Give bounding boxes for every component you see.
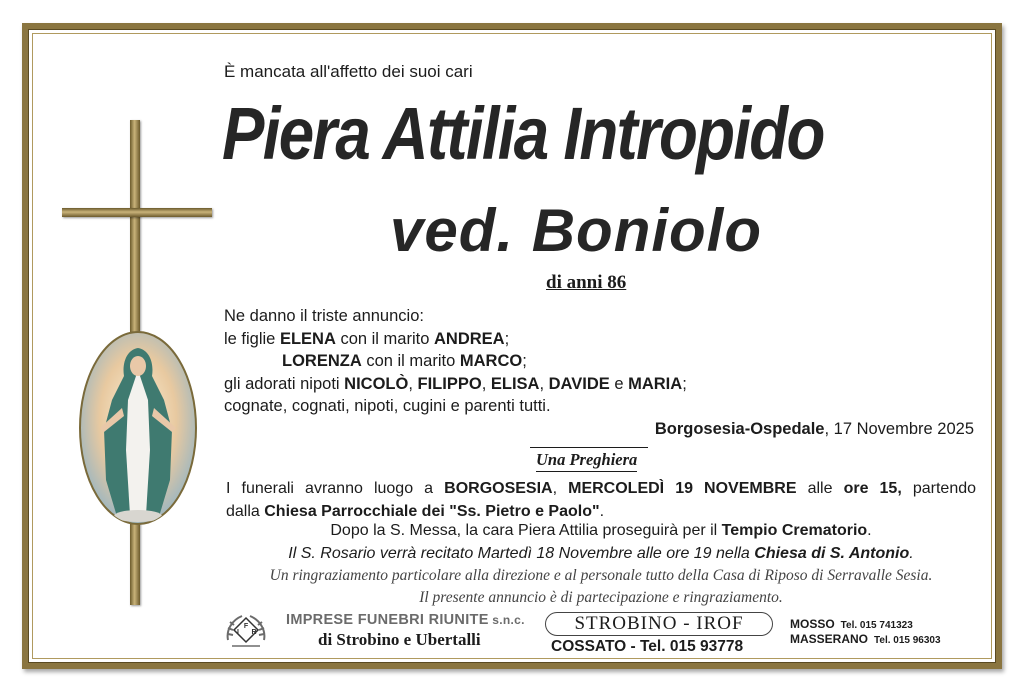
family-line: cognate, cognati, nipoti, cugini e parenti tutti. bbox=[224, 397, 551, 415]
family-announcement bbox=[224, 305, 687, 418]
funeral-line: dalla Chiesa Parrocchiale dei "Ss. Pietro e Paolo". bbox=[226, 503, 605, 520]
cross-bar bbox=[62, 208, 212, 217]
svg-text:R: R bbox=[251, 629, 257, 636]
company-name: IMPRESE FUNEBRI RIUNITE s.n.c. bbox=[286, 612, 525, 628]
thanks-text: Un ringraziamento particolare alla direzione e al personale tutto della Casa di Riposo di Serravalle Sesia. bbox=[269, 567, 933, 584]
family-line: LORENZA con il marito MARCO; bbox=[282, 352, 527, 370]
madonna-image bbox=[78, 330, 198, 526]
participation-text: Il presente annuncio è di partecipazione e ringraziamento. bbox=[419, 589, 783, 606]
funeral-line: I funerali avranno luogo a BORGOSESIA, MERCOLEDÌ 19 NOVEMBRE alle ore 15, partendo bbox=[226, 480, 977, 497]
family-line: gli adorati nipoti NICOLÒ, FILIPPO, ELISA, DAVIDE e MARIA; bbox=[224, 374, 687, 393]
age: di anni 86 bbox=[546, 272, 627, 293]
funeral-home-logo bbox=[222, 612, 270, 654]
deceased-name: Piera Attilia Intropido bbox=[222, 92, 824, 175]
place-date: Borgosesia-Ospedale, 17 Novembre 2025 bbox=[654, 420, 974, 438]
intro-text: È mancata all'affetto dei suoi cari bbox=[224, 62, 473, 81]
brand-name: STROBINO - IROF bbox=[574, 613, 744, 634]
rosary-info: Il S. Rosario verrà recitato Martedì 18 Novembre alle ore 19 nella Chiesa di S. Antonio. bbox=[288, 545, 914, 562]
branch-masserano: MASSERANO Tel. 015 96303 bbox=[790, 632, 941, 646]
cossato-phone: COSSATO - Tel. 015 93778 bbox=[551, 638, 744, 655]
mass-info: Dopo la S. Messa, la cara Piera Attilia proseguirà per il Tempio Crematorio. bbox=[330, 522, 872, 539]
funeral-info bbox=[226, 477, 976, 523]
svg-text:I: I bbox=[237, 629, 239, 636]
company-owners: di Strobino e Ubertalli bbox=[318, 630, 481, 649]
branch-mosso: MOSSO Tel. 015 741323 bbox=[790, 617, 913, 631]
family-line: le figlie ELENA con il marito ANDREA; bbox=[224, 329, 510, 348]
family-line: Ne danno il triste annuncio: bbox=[224, 307, 424, 325]
widow-name: ved. Boniolo bbox=[390, 197, 762, 264]
prayer-rule bbox=[530, 447, 648, 448]
svg-text:F: F bbox=[243, 623, 249, 630]
prayer-link[interactable]: Una Preghiera bbox=[536, 450, 637, 472]
